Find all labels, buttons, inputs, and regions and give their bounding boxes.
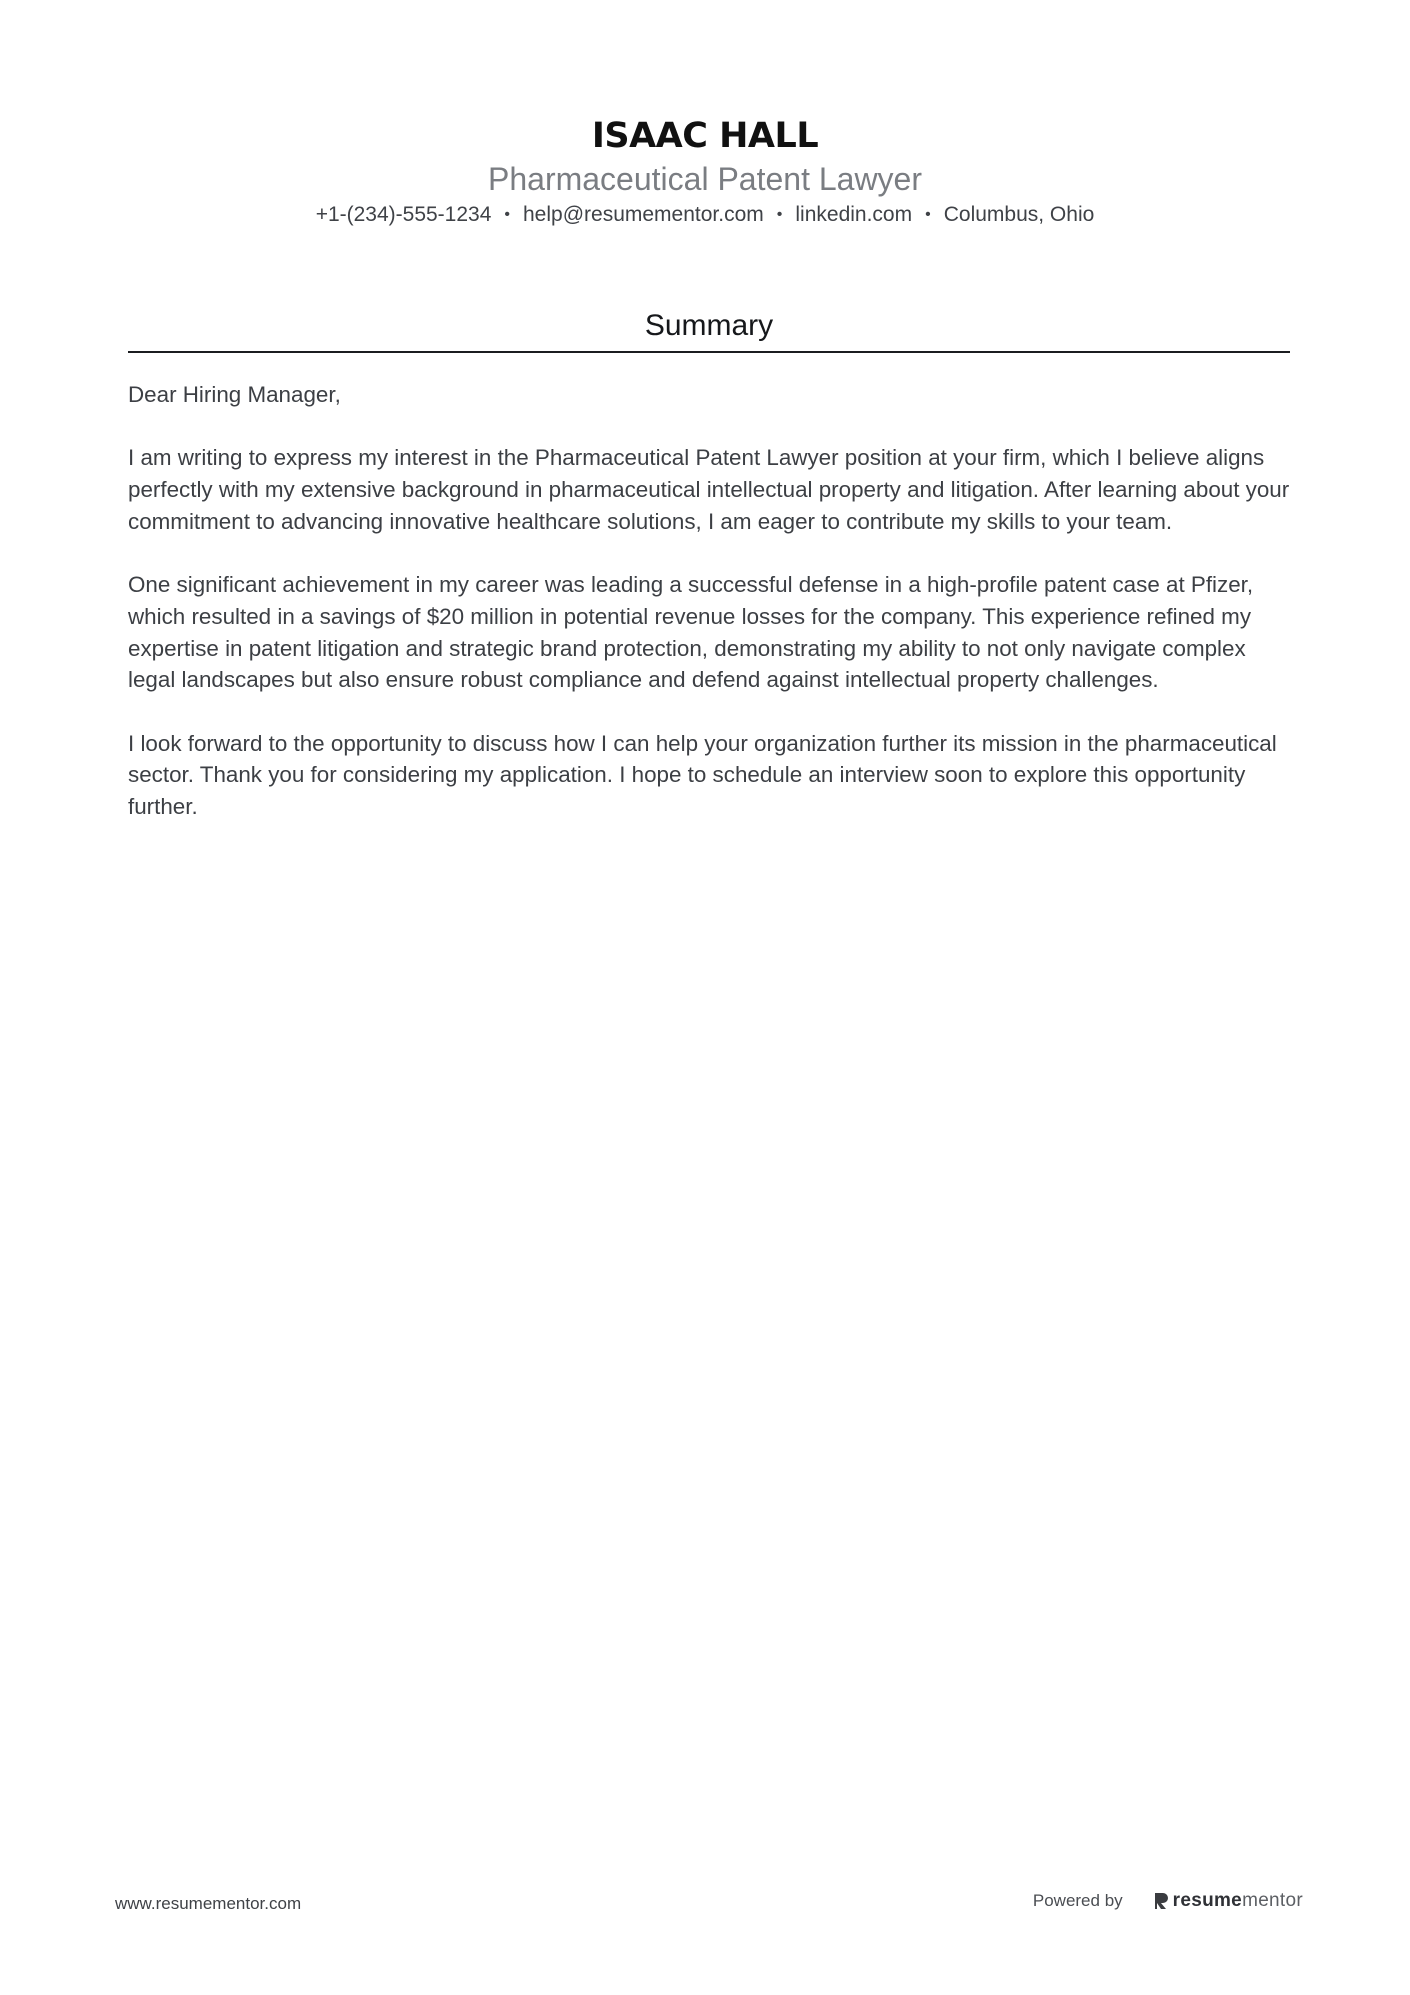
- footer-branding: [1033, 1890, 1303, 1912]
- contact-row: [0, 200, 1410, 230]
- section-divider: [128, 351, 1290, 353]
- letter-salutation: Dear Hiring Manager,: [128, 382, 341, 407]
- contact-phone: +1-(234)-555-1234: [315, 203, 492, 226]
- letter-paragraph: I look forward to the opportunity to discuss how I can help your organization further its mission in the pharmaceutical sector. Thank you for considering my application. I hope to schedule an interview soon to explore this opportunity further.: [128, 730, 1277, 820]
- candidate-name: ISAAC HALL: [591, 116, 819, 156]
- contact-linkedin[interactable]: linkedin.com: [795, 203, 913, 226]
- letter-paragraph: I am writing to express my interest in the Pharmaceutical Patent Lawyer position at your firm, which I believe aligns perfectly with my extensive background in pharmaceutical intellectual property and litigation. After learning about your commitment to advancing innovative healthcare solutions, I am eager to contribute my skills to your team.: [128, 445, 1290, 534]
- separator-dot: •: [925, 206, 931, 223]
- separator-dot: •: [504, 206, 510, 223]
- header: [0, 112, 1410, 230]
- job-title: Pharmaceutical Patent Lawyer: [488, 161, 922, 197]
- logo-text-resume: resume: [1172, 1890, 1243, 1911]
- powered-by-label: Powered by: [1032, 1891, 1123, 1910]
- section-heading-summary: Summary: [644, 309, 774, 342]
- contact-location: Columbus, Ohio: [943, 203, 1095, 226]
- footer-website[interactable]: www.resumementor.com: [115, 1894, 302, 1913]
- letter-body: [128, 379, 1293, 854]
- letter-paragraph: One significant achievement in my career was leading a successful defense in a high-profile patent case at Pfizer, which resulted in a savings of $20 million in potential revenue losses for the company. This experience refined my expertise in patent litigation and strategic brand protection, demonstrating my ability to not only navigate complex legal landscapes but also ensure robust compliance and defend against intellectual property challenges.: [128, 572, 1254, 693]
- logo-text-mentor: mentor: [1242, 1890, 1303, 1911]
- separator-dot: •: [776, 206, 783, 223]
- resumementor-logo-icon: [1153, 1891, 1169, 1911]
- resumementor-logo[interactable]: [1153, 1890, 1303, 1912]
- contact-email[interactable]: help@resumementor.com: [523, 203, 764, 226]
